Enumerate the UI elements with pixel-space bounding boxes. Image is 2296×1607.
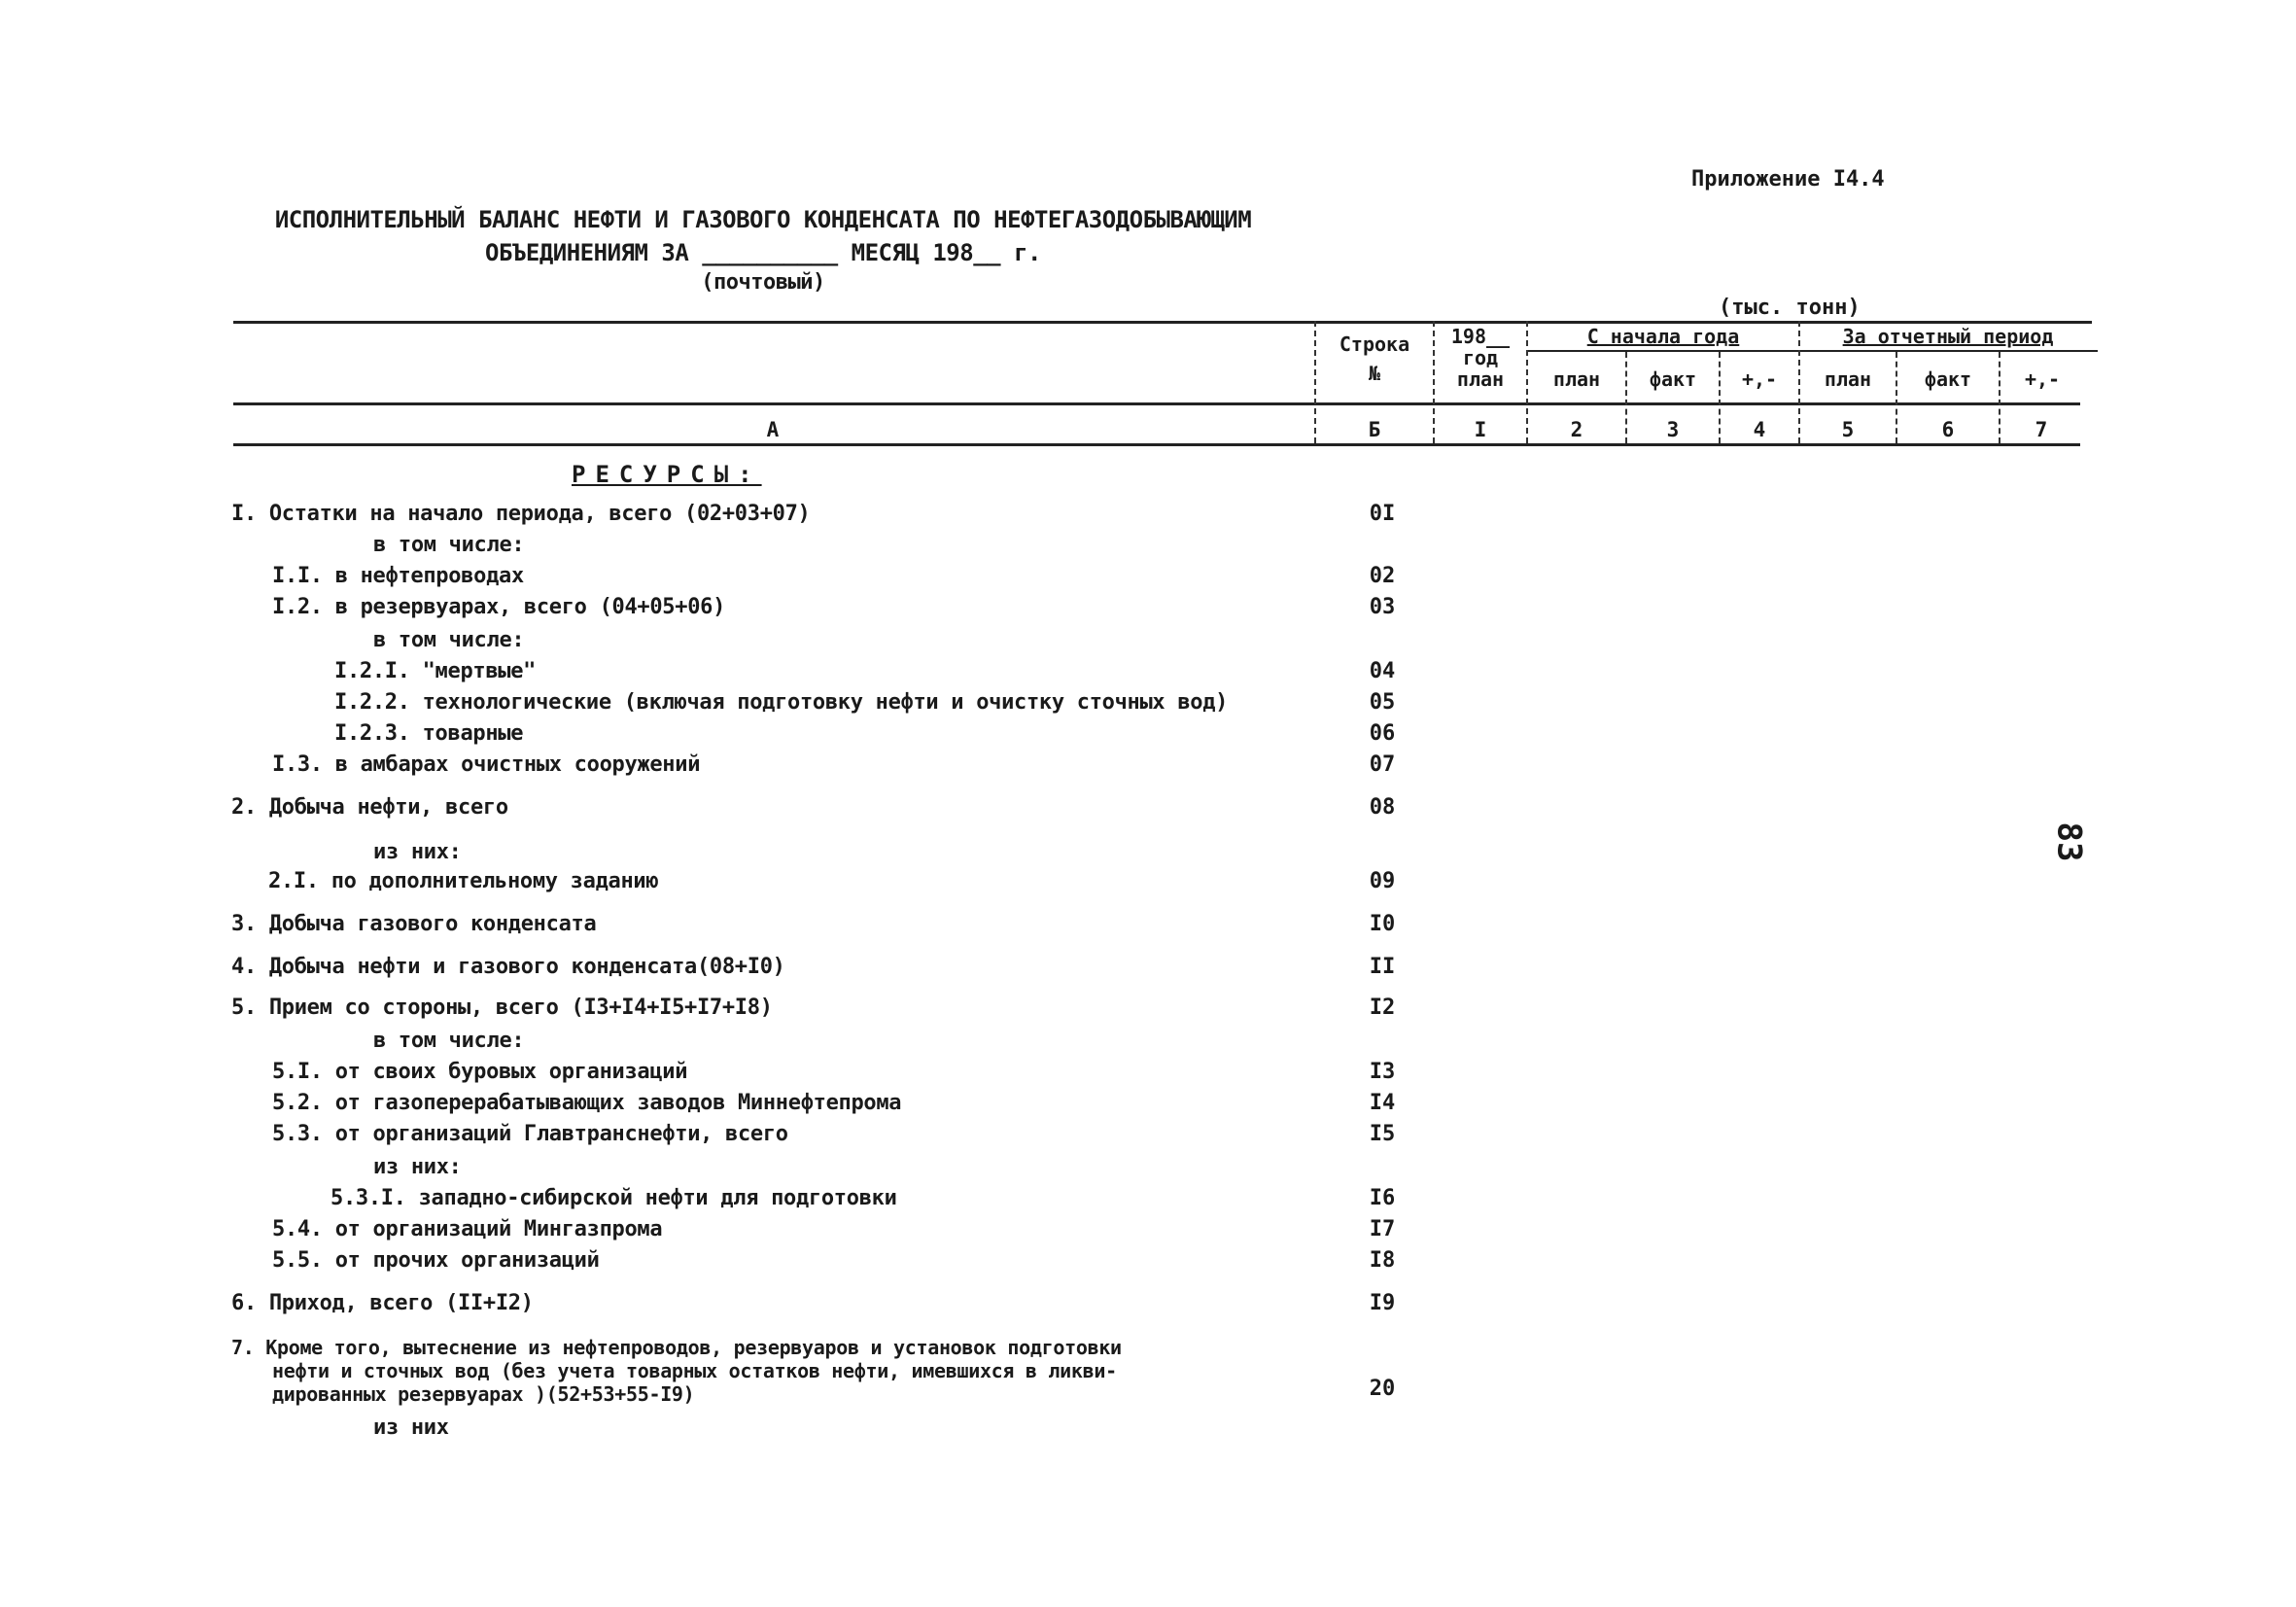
table-row-code: I9 bbox=[1369, 1291, 1396, 1315]
colnum-5: 5 bbox=[1841, 418, 1855, 441]
table-row-text: 3. Добыча газового конденсата bbox=[231, 912, 597, 936]
colnum-4: 4 bbox=[1753, 418, 1766, 441]
header-diff-2: +,- bbox=[2024, 367, 2061, 391]
colnum-2: 2 bbox=[1570, 418, 1583, 441]
header-year-top: 198__ bbox=[1450, 325, 1511, 348]
table-row-text: в том числе: bbox=[373, 533, 525, 557]
table-row-text: из них bbox=[373, 1415, 449, 1440]
table-row-text: из них: bbox=[373, 1155, 462, 1179]
header-row-label: Строка bbox=[1339, 332, 1410, 356]
colnum-a: А bbox=[766, 418, 780, 441]
header-bottom-rule bbox=[233, 402, 2080, 405]
table-row-text: 6. Приход, всего (II+I2) bbox=[231, 1291, 534, 1315]
table-row-text: 5.I. от своих буровых организаций bbox=[272, 1060, 688, 1084]
header-plan-2: план bbox=[1824, 367, 1872, 391]
header-year-plan: план bbox=[1456, 367, 1505, 391]
table-row-code: 04 bbox=[1369, 659, 1396, 683]
header-period: За отчетный период bbox=[1842, 325, 2054, 348]
table-row-text: I.2.3. товарные bbox=[334, 721, 524, 746]
table-row-code: 08 bbox=[1369, 795, 1396, 820]
table-row-text: 5.3.I. западно-сибирской нефти для подготовки bbox=[330, 1186, 897, 1210]
table-row-code: 20 bbox=[1369, 1377, 1396, 1401]
table-row-text: 4. Добыча нефти и газового конденсата(08+I0) bbox=[231, 955, 785, 979]
colnum-b: Б bbox=[1368, 418, 1381, 441]
table-row-code: I2 bbox=[1369, 996, 1396, 1020]
header-year-mid: год bbox=[1462, 346, 1499, 369]
header-fact-1: факт bbox=[1649, 367, 1697, 391]
group-header-rule bbox=[1526, 350, 2098, 352]
table-row-text: 5. Прием со стороны, всего (I3+I4+I5+I7+I8) bbox=[231, 996, 773, 1020]
table-top-rule bbox=[233, 321, 2092, 324]
table-row-text: I. Остатки на начало периода, всего (02+03+07) bbox=[231, 502, 811, 526]
header-diff-1: +,- bbox=[1741, 367, 1778, 391]
table-row-text: I.2. в резервуарах, всего (04+05+06) bbox=[272, 595, 726, 619]
table-row-text: в том числе: bbox=[373, 628, 525, 652]
table-row-text: нефти и сточных вод (без учета товарных остатков нефти, имевшихся в ликви- bbox=[272, 1359, 1117, 1382]
colnum-bottom-rule bbox=[233, 443, 2080, 446]
table-row-code: I7 bbox=[1369, 1217, 1396, 1241]
appendix-label: Приложение I4.4 bbox=[1691, 167, 1885, 192]
table-row-text: I.2.I. "мертвые" bbox=[334, 659, 537, 683]
colnum-3: 3 bbox=[1666, 418, 1680, 441]
table-row-text: 5.5. от прочих организаций bbox=[272, 1248, 600, 1273]
table-row-text: 5.3. от организаций Главтранснефти, всего bbox=[272, 1122, 788, 1146]
page-number: 83 bbox=[2049, 821, 2089, 862]
table-row-code: 0I bbox=[1369, 502, 1396, 526]
table-row-text: 2. Добыча нефти, всего bbox=[231, 795, 508, 820]
table-row-code: I5 bbox=[1369, 1122, 1396, 1146]
table-row-text: I.3. в амбарах очистных сооружений bbox=[272, 752, 701, 777]
section-title-resources: РЕСУРСЫ: bbox=[572, 461, 762, 488]
table-row-code: I4 bbox=[1369, 1091, 1396, 1115]
table-row-text: 7. Кроме того, вытеснение из нефтепроводов, резервуаров и установок подготовки bbox=[231, 1336, 1122, 1359]
table-row-code: I0 bbox=[1369, 912, 1396, 936]
table-row-code: II bbox=[1369, 955, 1396, 979]
table-row-code: 09 bbox=[1369, 869, 1396, 893]
table-row-text: I.2.2. технологические (включая подготовку нефти и очистку сточных вод) bbox=[334, 690, 1229, 715]
table-row-code: 03 bbox=[1369, 595, 1396, 619]
colnum-1: I bbox=[1474, 418, 1487, 441]
units-label: (тыс. тонн) bbox=[1719, 296, 1861, 320]
table-row-code: 07 bbox=[1369, 752, 1396, 777]
header-from-start: С начала года bbox=[1586, 325, 1740, 348]
colnum-6: 6 bbox=[1941, 418, 1955, 441]
table-row-text: в том числе: bbox=[373, 1029, 525, 1053]
table-row-code: 05 bbox=[1369, 690, 1396, 715]
table-row-code: I3 bbox=[1369, 1060, 1396, 1084]
table-row-text: из них: bbox=[373, 840, 462, 864]
table-row-code: I8 bbox=[1369, 1248, 1396, 1273]
document-title-line2: ОБЪЕДИНЕНИЯМ ЗА __________ МЕСЯЦ 198__ г. bbox=[485, 239, 1041, 266]
table-row-code: 06 bbox=[1369, 721, 1396, 746]
table-row-text: 5.2. от газоперерабатывающих заводов Миннефтепрома bbox=[272, 1091, 902, 1115]
table-row-code: I6 bbox=[1369, 1186, 1396, 1210]
table-row-code: 02 bbox=[1369, 564, 1396, 588]
document-title-line3: (почтовый) bbox=[701, 270, 825, 295]
header-fact-2: факт bbox=[1924, 367, 1972, 391]
table-row-text: 2.I. по дополнительному заданию bbox=[268, 869, 659, 893]
table-row-text: I.I. в нефтепроводах bbox=[272, 564, 524, 588]
header-plan-1: план bbox=[1552, 367, 1601, 391]
table-row-text: дированных резервуарах )(52+53+55-I9) bbox=[272, 1382, 695, 1406]
table-row-text: 5.4. от организаций Мингазпрома bbox=[272, 1217, 663, 1241]
document-title-line1: ИСПОЛНИТЕЛЬНЫЙ БАЛАНС НЕФТИ И ГАЗОВОГО КОНДЕНСАТА ПО НЕФТЕГАЗОДОБЫВАЮЩИМ bbox=[274, 206, 1252, 233]
colnum-7: 7 bbox=[2035, 418, 2048, 441]
header-row-no: № bbox=[1368, 362, 1381, 385]
